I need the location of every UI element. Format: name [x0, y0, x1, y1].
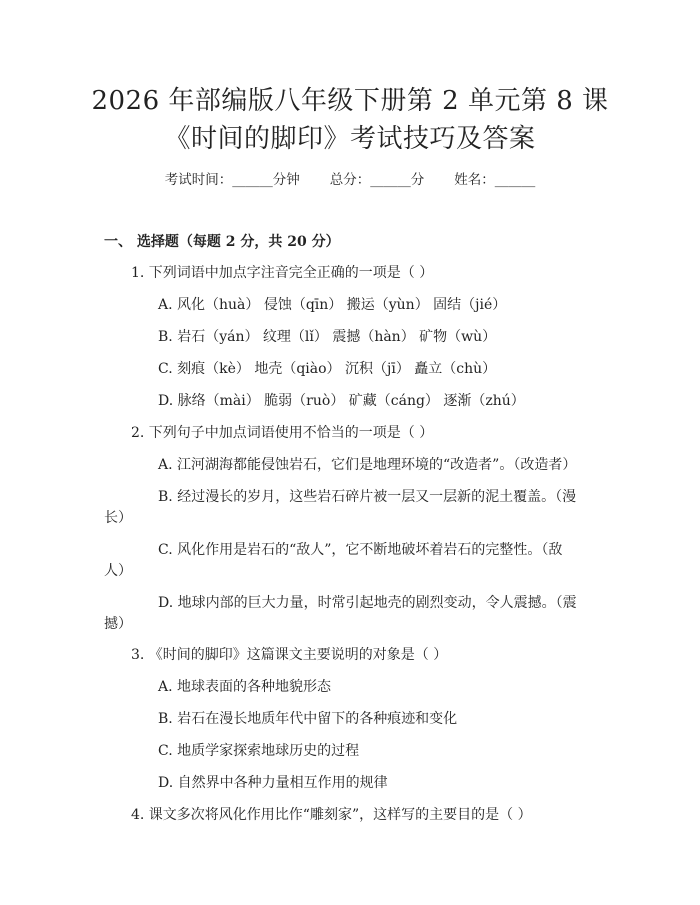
option-b: B. 岩石（yán） 纹理（lǐ） 震撼（hàn） 矿物（wù） — [158, 329, 497, 345]
title-line-2: 《时间的脚印》考试技巧及答案 — [164, 124, 536, 154]
option-c: C. 地质学家探索地球历史的过程 — [158, 743, 360, 759]
section-heading: 一、 选择题（每题 2 分，共 20 分） — [104, 234, 340, 250]
option-b: B. 岩石在漫长地质年代中留下的各种痕迹和变化 — [158, 711, 458, 727]
option-d-wrap: 撼） — [104, 616, 132, 632]
option-c: C. 刻痕（kè） 地壳（qiào） 沉积（jī） 矗立（chù） — [158, 361, 497, 377]
question-stem: 2. 下列句子中加点词语使用不恰当的一项是（ ） — [131, 425, 434, 441]
option-a: A. 风化（huà） 侵蚀（qīn） 搬运（yùn） 固结（jié） — [158, 297, 507, 313]
option-c: C. 风化作用是岩石的“敌人”，它不断地破坏着岩石的完整性。（敌 — [158, 542, 563, 558]
option-a: A. 地球表面的各种地貌形态 — [158, 679, 332, 695]
total-score-field: 总分：______分 — [329, 172, 425, 188]
question-stem: 1. 下列词语中加点字注音完全正确的一项是（ ） — [131, 265, 434, 281]
option-d: D. 地球内部的巨大力量，时常引起地壳的剧烈变动，令人震撼。（震 — [158, 595, 577, 611]
option-a: A. 江河湖海都能侵蚀岩石，它们是地理环境的“改造者”。（改造者） — [158, 457, 577, 473]
option-c-wrap: 人） — [104, 563, 132, 579]
name-field: 姓名：______ — [454, 172, 536, 188]
question-stem: 4. 课文多次将风化作用比作“雕刻家”，这样写的主要目的是（ ） — [131, 807, 532, 823]
exam-meta — [0, 168, 700, 188]
option-b-wrap: 长） — [104, 510, 132, 526]
option-d: D. 自然界中各种力量相互作用的规律 — [158, 775, 388, 791]
question-stem: 3. 《时间的脚印》这篇课文主要说明的对象是（ ） — [131, 647, 448, 663]
exam-time-field: 考试时间：______分钟 — [164, 172, 300, 188]
option-d: D. 脉络（mài） 脆弱（ruò） 矿藏（cáng） 逐渐（zhú） — [158, 393, 525, 409]
exam-title — [0, 82, 700, 158]
option-b: B. 经过漫长的岁月，这些岩石碎片被一层又一层新的泥土覆盖。（漫 — [158, 489, 577, 505]
title-line-1: 2026 年部编版八年级下册第 2 单元第 8 课 — [91, 86, 609, 116]
